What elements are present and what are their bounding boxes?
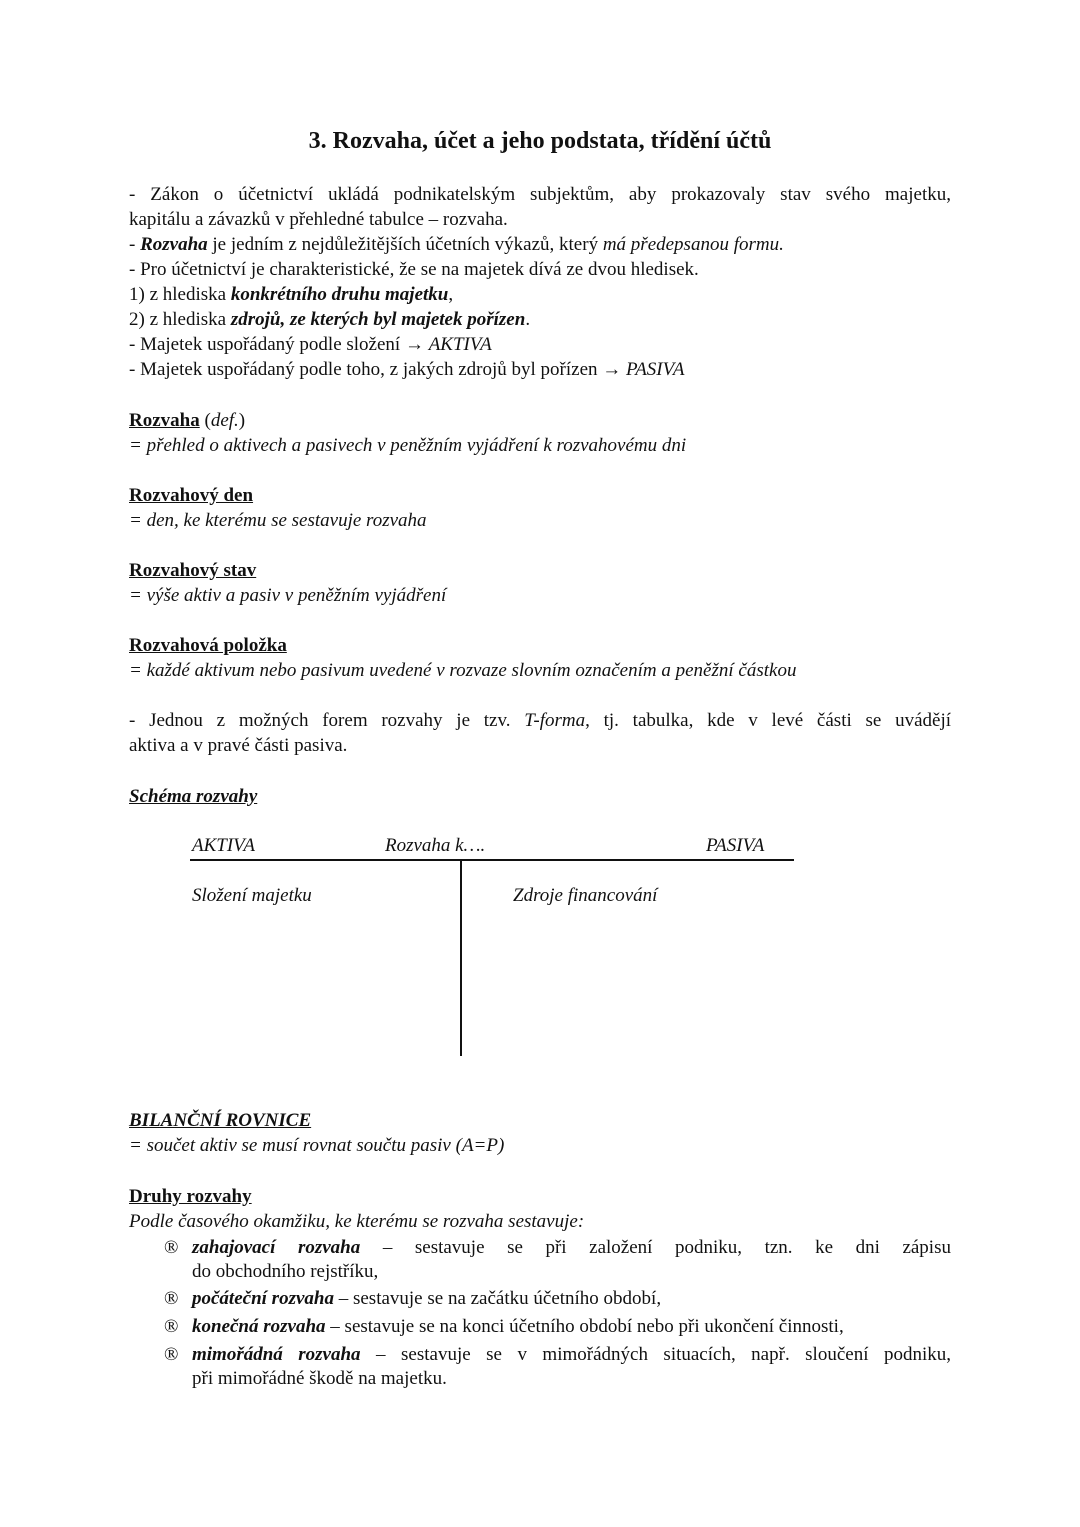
rozvaha-definition: = přehled o aktivech a pasivech v peněžním vyjádření k rozvahovému dni bbox=[129, 435, 687, 456]
rozvahovy-stav-definition: = výše aktiv a pasiv v peněžním vyjádření bbox=[129, 585, 447, 606]
text-span: – sestavuje se při založení podniku, tzn. ke dni zápisu bbox=[360, 1237, 951, 1258]
intro-line-4: - Pro účetnictví je charakteristické, že se na majetek dívá ze dvou hledisek. bbox=[129, 259, 699, 280]
list-item-text bbox=[192, 1288, 951, 1310]
intro-line-8 bbox=[129, 359, 684, 381]
text-span: – sestavuje se v mimořádných situacích, např. sloučení podniku, bbox=[360, 1344, 951, 1365]
text-span: - Majetek uspořádaný podle toho, z jakých zdrojů byl pořízen → bbox=[129, 359, 627, 380]
list-item-term: zahajovací rozvaha bbox=[192, 1237, 361, 1258]
bullet-icon: ® bbox=[164, 1316, 179, 1337]
list-item-text: do obchodního rejstříku, bbox=[192, 1261, 379, 1282]
text-span: 1) z hlediska bbox=[129, 284, 231, 305]
def-label: def. bbox=[210, 410, 239, 431]
tforma-line-2: aktiva a v pravé části pasiva. bbox=[129, 735, 348, 756]
list-item-term: konečná rozvaha bbox=[192, 1316, 326, 1337]
bilancni-heading: BILANČNÍ ROVNICE bbox=[129, 1110, 312, 1131]
text-span: – sestavuje se na konci účetního období nebo při ukončení činnosti, bbox=[325, 1316, 844, 1337]
bullet-icon: ® bbox=[164, 1344, 179, 1365]
list-item-text: při mimořádné škodě na majetku. bbox=[192, 1368, 447, 1389]
intro-line-3 bbox=[129, 234, 784, 256]
tforma-term: T-forma bbox=[524, 710, 586, 731]
aktiva-term: AKTIVA bbox=[428, 334, 492, 355]
text-span: - Majetek uspořádaný podle složení → bbox=[129, 334, 429, 355]
page-title: 3. Rozvaha, účet a jeho podstata, třídění účtů bbox=[308, 128, 772, 154]
schema-right-body: Zdroje financování bbox=[513, 885, 658, 906]
list-item-term: mimořádná rozvaha bbox=[192, 1344, 361, 1365]
list-item-text bbox=[192, 1237, 951, 1259]
text-span: - Jednou z možných forem rozvahy je tzv. bbox=[129, 710, 525, 731]
list-item-text bbox=[192, 1316, 951, 1338]
zdroje-term: zdrojů, ze kterých byl majetek pořízen bbox=[230, 309, 526, 330]
rozvahovy-den-heading: Rozvahový den bbox=[129, 485, 254, 506]
schema-horizontal-line bbox=[190, 859, 794, 861]
text-span: ) bbox=[238, 410, 246, 431]
intro-line-1: - Zákon o účetnictví ukládá podnikatelským subjektům, aby prokazovaly stav svého majetku, bbox=[129, 184, 951, 205]
intro-line-5 bbox=[129, 284, 453, 306]
rozvaha-heading: Rozvaha bbox=[129, 410, 200, 431]
text-span: ( bbox=[199, 410, 211, 431]
predepsana-forma: má předepsanou formu. bbox=[602, 234, 784, 255]
pasiva-term: PASIVA bbox=[626, 359, 685, 380]
intro-line-6 bbox=[129, 309, 530, 331]
schema-center-header: Rozvaha k…. bbox=[385, 835, 486, 856]
text-span: , bbox=[448, 284, 454, 305]
tforma-line-1 bbox=[129, 710, 951, 732]
druhy-intro: Podle časového okamžiku, ke kterému se rozvaha sestavuje: bbox=[129, 1211, 585, 1232]
rozvahova-polozka-heading: Rozvahová položka bbox=[129, 635, 287, 656]
list-item-term: počáteční rozvaha bbox=[192, 1288, 334, 1309]
text-span: 2) z hlediska bbox=[129, 309, 231, 330]
schema-heading: Schéma rozvahy bbox=[129, 786, 258, 807]
rozvaha-term: Rozvaha bbox=[140, 234, 208, 255]
intro-line-2: kapitálu a závazků v přehledné tabulce – rozvaha. bbox=[129, 209, 508, 230]
intro-line-7 bbox=[129, 334, 492, 356]
text-span: . bbox=[525, 309, 531, 330]
text-span: - bbox=[129, 234, 141, 255]
schema-pasiva-header: PASIVA bbox=[706, 835, 765, 856]
rozvaha-heading-line bbox=[129, 410, 245, 432]
bullet-icon: ® bbox=[164, 1237, 179, 1258]
bullet-icon: ® bbox=[164, 1288, 179, 1309]
text-span: – sestavuje se na začátku účetního období, bbox=[333, 1288, 662, 1309]
rozvahovy-stav-heading: Rozvahový stav bbox=[129, 560, 257, 581]
schema-vertical-line bbox=[460, 860, 462, 1056]
text-span: , tj. tabulka, kde v levé části se uvádějí bbox=[585, 710, 951, 731]
konkretni-druh-term: konkrétního druhu majetku bbox=[230, 284, 449, 305]
druhy-heading: Druhy rozvahy bbox=[129, 1186, 252, 1207]
text-span: je jedním z nejdůležitějších účetních výkazů, který bbox=[207, 234, 603, 255]
schema-aktiva-header: AKTIVA bbox=[192, 835, 255, 856]
rozvahova-polozka-definition: = každé aktivum nebo pasivum uvedené v rozvaze slovním označením a peněžní částkou bbox=[129, 660, 797, 681]
bilancni-definition: = součet aktiv se musí rovnat součtu pasiv (A=P) bbox=[129, 1135, 505, 1156]
rozvahovy-den-definition: = den, ke kterému se sestavuje rozvaha bbox=[129, 510, 427, 531]
schema-left-body: Složení majetku bbox=[192, 885, 312, 906]
list-item-text bbox=[192, 1344, 951, 1366]
